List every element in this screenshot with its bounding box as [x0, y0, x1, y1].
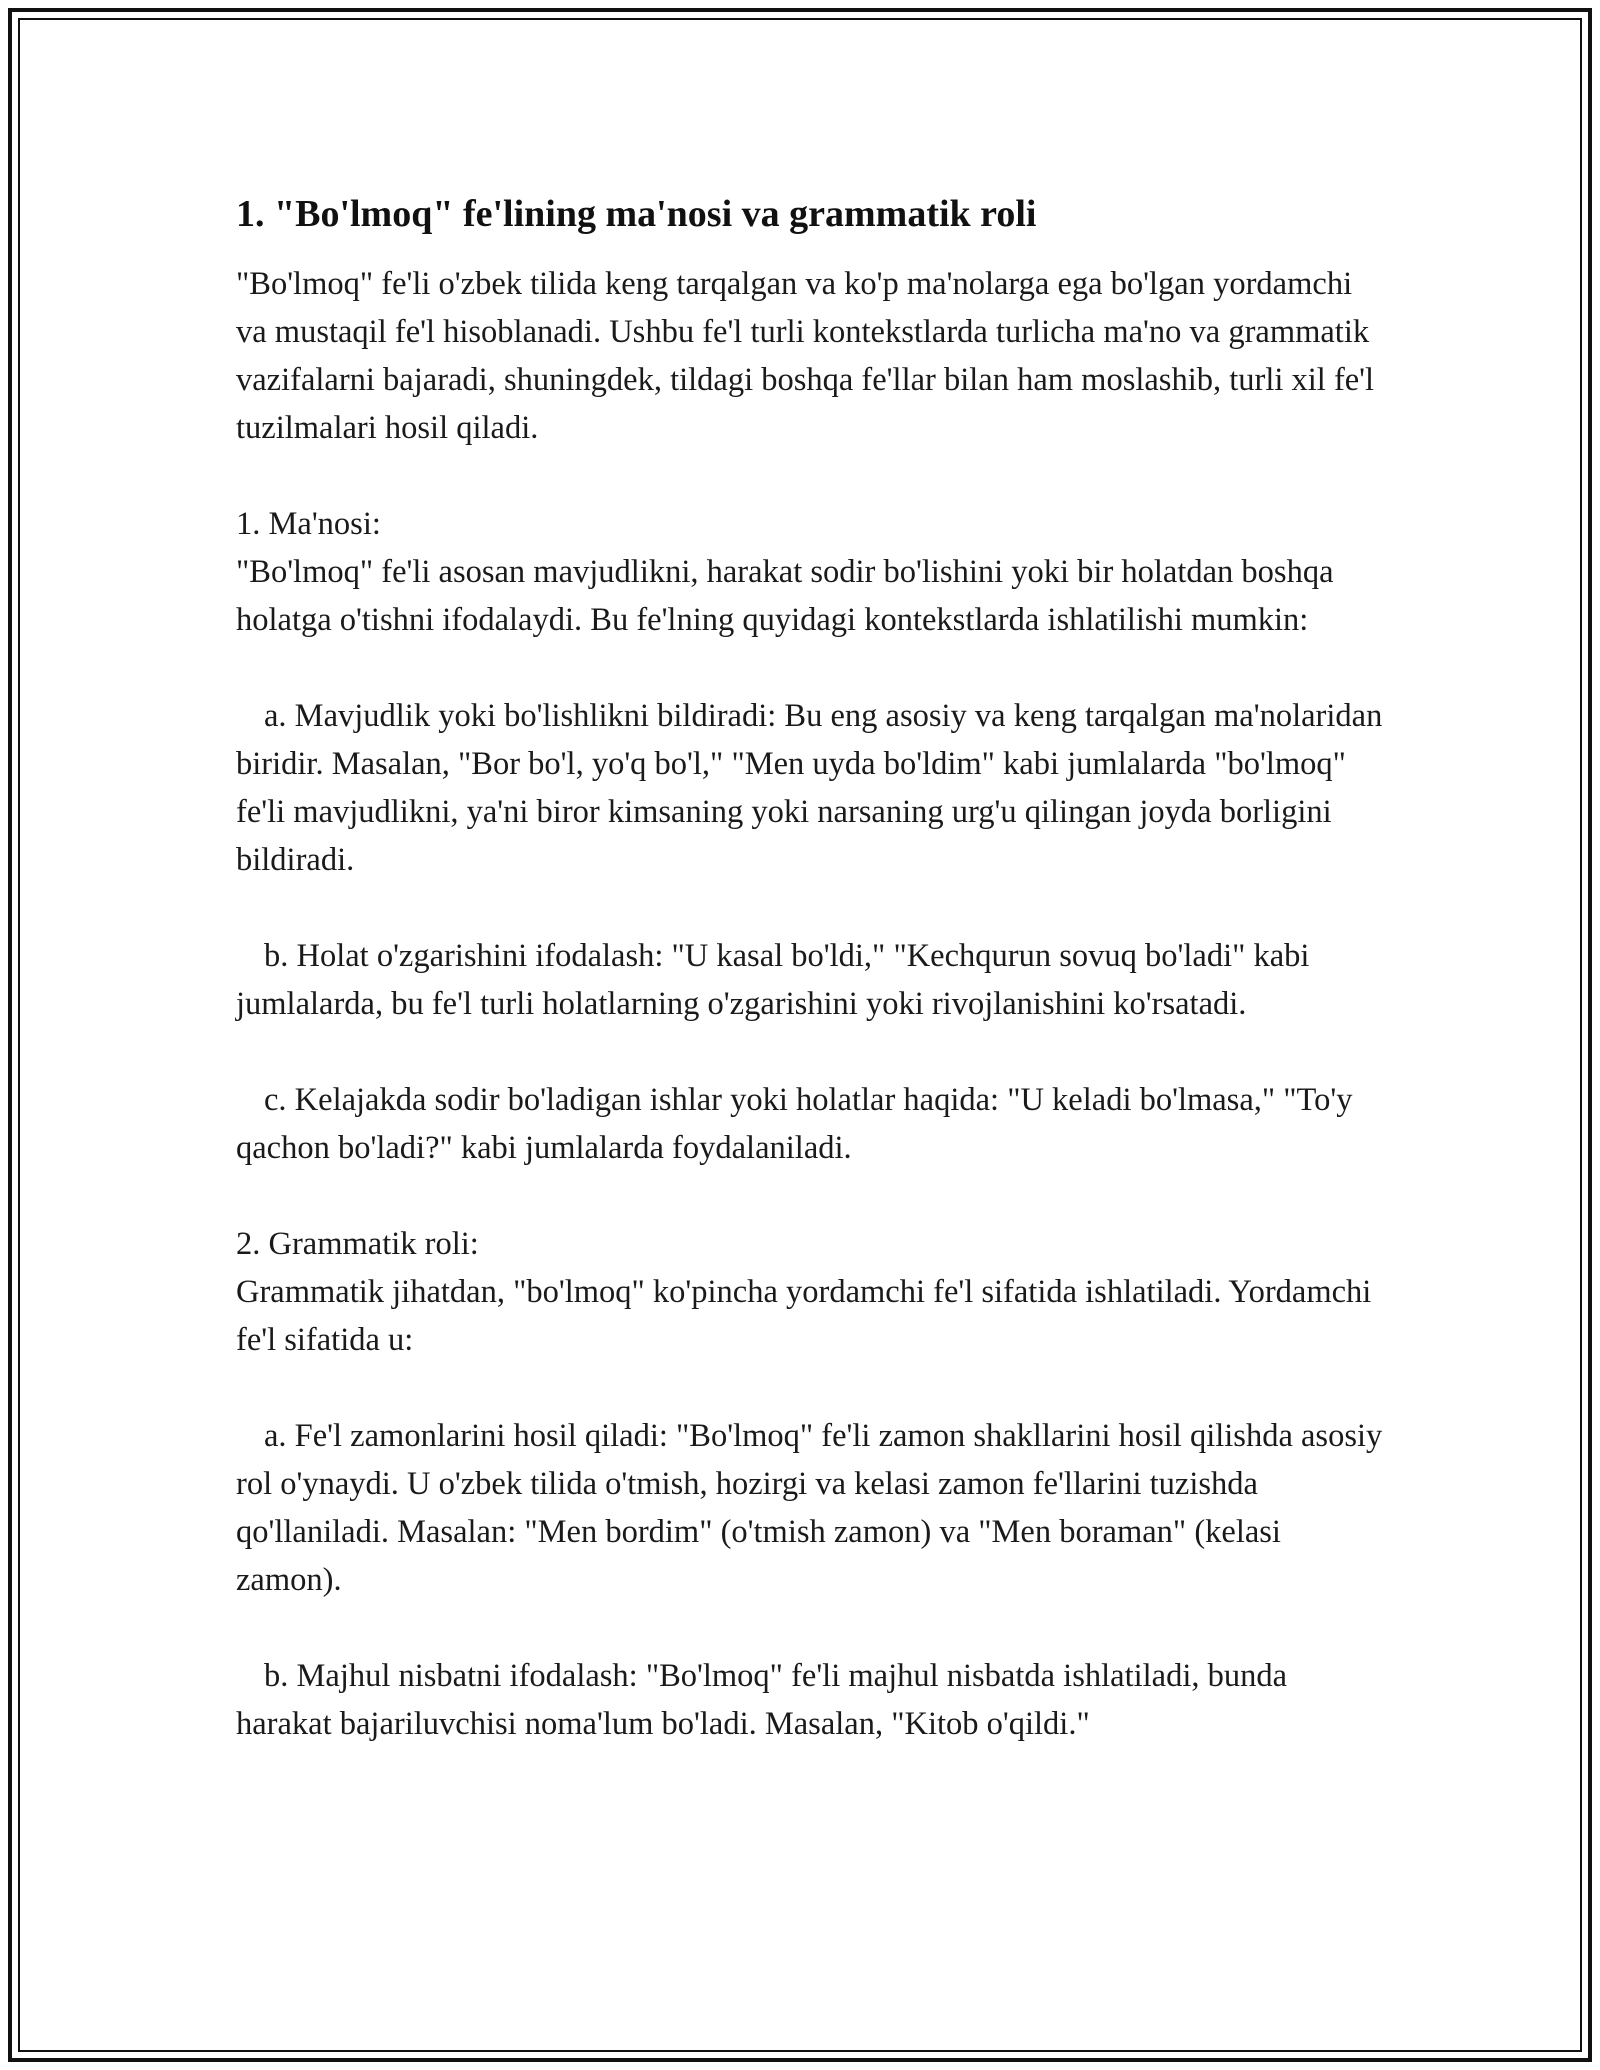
paragraph-spacer — [236, 884, 1386, 932]
grammar-paragraph: Grammatik jihatdan, "bo'lmoq" ko'pincha yordamchi fe'l sifatida ishlatiladi. Yordamchi fe'l sifatida u: — [236, 1274, 1372, 1358]
list-item-text: c. Kelajakda sodir bo'ladigan ishlar yoki holatlar haqida: "U keladi bo'lmasa," "To'y qachon bo'ladi?" kabi jumlalarda foydalaniladi. — [236, 1082, 1353, 1166]
list-item-text: a. Mavjudlik yoki bo'lishlikni bildiradi: Bu eng asosiy va keng tarqalgan ma'nolaridan biridir. Masalan, "Bor bo'l, yo'q bo'l," "Men uyda bo'ldim" kabi jumlalarda "bo'lmoq" fe'li mavjudlikni, ya'ni biror kimsaning yoki narsaning urg'u qilingan joyda borligini bildiradi. — [236, 698, 1383, 878]
grammar-item-a — [236, 1412, 1386, 1604]
paragraph-spacer — [236, 452, 1386, 500]
grammar-item-b — [236, 1652, 1386, 1748]
paragraph-spacer — [236, 644, 1386, 692]
paragraph-spacer — [236, 1028, 1386, 1076]
intro-paragraph: "Bo'lmoq" fe'li o'zbek tilida keng tarqalgan va ko'p ma'nolarga ega bo'lgan yordamchi va mustaqil fe'l hisoblanadi. Ushbu fe'l turli kontekstlarda turlicha ma'no va grammatik vazifalarni bajaradi, shuningdek, tildagi boshqa fe'llar bilan ham moslashib, turli xil fe'l tuzilmalari hosil qiladi. — [236, 266, 1375, 446]
meaning-item-a — [236, 692, 1386, 884]
grammar-heading: 2. Grammatik roli: — [236, 1226, 479, 1262]
page-title: 1. "Bo'lmoq" fe'lining ma'nosi va grammatik roli — [236, 193, 1037, 235]
list-item-text: b. Holat o'zgarishini ifodalash: "U kasal bo'ldi," "Kechqurun sovuq bo'ladi" kabi jumlalarda, bu fe'l turli holatlarning o'zgarishini yoki rivojlanishini ko'rsatadi. — [236, 938, 1310, 1022]
paragraph-spacer — [236, 1604, 1386, 1652]
paragraph-spacer — [236, 1364, 1386, 1412]
meaning-item-c — [236, 1076, 1386, 1172]
meaning-item-b — [236, 932, 1386, 1028]
paragraph-spacer — [236, 1172, 1386, 1220]
meaning-paragraph: "Bo'lmoq" fe'li asosan mavjudlikni, harakat sodir bo'lishini yoki bir holatdan boshqa holatga o'tishni ifodalaydi. Bu fe'lning quyidagi kontekstlarda ishlatilishi mumkin: — [236, 554, 1334, 638]
meaning-heading: 1. Ma'nosi: — [236, 506, 381, 542]
document-body — [236, 190, 1386, 1748]
list-item-text: a. Fe'l zamonlarini hosil qiladi: "Bo'lmoq" fe'li zamon shakllarini hosil qilishda asosiy rol o'ynaydi. U o'zbek tilida o'tmish, hozirgi va kelasi zamon fe'llarini tuzishda qo'llaniladi. Masalan: "Men bordim" (o'tmish zamon) va "Men boraman" (kelasi zamon). — [236, 1418, 1383, 1598]
list-item-text: b. Majhul nisbatni ifodalash: "Bo'lmoq" fe'li majhul nisbatda ishlatiladi, bunda harakat bajariluvchisi noma'lum bo'ladi. Masalan, "Kitob o'qildi." — [236, 1658, 1288, 1742]
